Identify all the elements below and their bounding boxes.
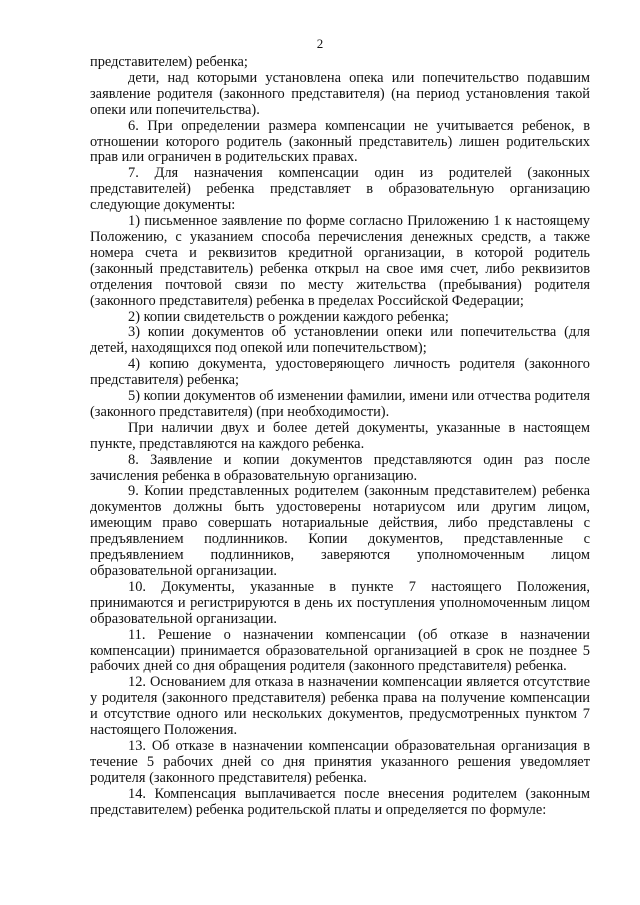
paragraph-p7-4: 4) копию документа, удостоверяющего личность родителя (законного представителя) ребенка; [90,356,590,389]
paragraph-p14: 14. Компенсация выплачивается после внесения родителем (законным представителем) ребенка родительской платы и определяется по формуле: [90,785,590,818]
paragraph-cont: представителем) ребенка; [90,54,248,70]
paragraph-p7-2: 2) копии свидетельств о рождении каждого ребенка; [128,308,449,325]
paragraph-p7: 7. Для назначения компенсации один из родителей (законных представителей) ребенка представляет в образовательную организацию следующие документы: [90,165,590,214]
paragraph-p12: 12. Основанием для отказа в назначении компенсации является отсутствие у родителя (законного представителя) ребенка права на получение компенсации и отсутствие одного или нескольких документов, предусмотренных пунктом 7 настоящего Положения. [90,674,590,739]
paragraph-guardianship: дети, над которыми установлена опека или попечительство подавшим заявление родителя (законного представителя) (на период установления такой опеки или попечительства). [90,69,590,118]
paragraph-p13: 13. Об отказе в назначении компенсации образовательная организация в течение 5 рабочих дней со дня принятия указанного решения уведомляет родителя (законного представителя) ребенка. [90,737,590,786]
paragraph-p8: 8. Заявление и копии документов представляются один раз после зачисления ребенка в образовательную организацию. [90,451,590,484]
paragraph-p11: 11. Решение о назначении компенсации (об отказе в назначении компенсации) принимается образовательной организацией в срок не позднее 5 рабочих дней со дня обращения родителя (законного представителя) ребенка. [90,626,590,675]
paragraph-p9: 9. Копии представленных родителем (законным представителем) ребенка документов должны быть удостоверены нотариусом или другим лицом, имеющим право совершать нотариальные действия, либо представлены с предъявлением подлинников. Копии документов, представленные с предъявлением подлинников, заверяются уполномоченным лицом образовательной организации. [90,483,590,579]
paragraph-p6: 6. При определении размера компенсации не учитывается ребенок, в отношении которого родитель (законный представитель) лишен родительских прав или ограничен в родительских правах. [90,117,590,166]
paragraph-p7-note: При наличии двух и более детей документы, указанные в настоящем пункте, представляются на каждого ребенка. [90,419,590,452]
page-number: 2 [316,36,324,51]
paragraph-p7-3: 3) копии документов об установлении опеки или попечительства (для детей, находящихся под опекой или попечительством); [90,324,590,357]
paragraph-p7-1: 1) письменное заявление по форме согласно Приложению 1 к настоящему Положению, с указанием способа перечисления денежных средств, а также номера счета и реквизитов кредитной организации, в которой родитель (законный представитель) ребенка открыл на свое имя счет, либо реквизитов отделения почтовой связи по месту жительства (пребывания) родителя (законного представителя) ребенка в пределах Российской Федерации; [90,213,590,309]
paragraph-p10: 10. Документы, указанные в пункте 7 настоящего Положения, принимаются и регистрируются в день их поступления уполномоченным лицом образовательной организации. [90,578,590,627]
document-body [90,55,590,819]
paragraph-p7-5: 5) копии документов об изменении фамилии, имени или отчества родителя (законного представителя) (при необходимости). [90,388,590,420]
